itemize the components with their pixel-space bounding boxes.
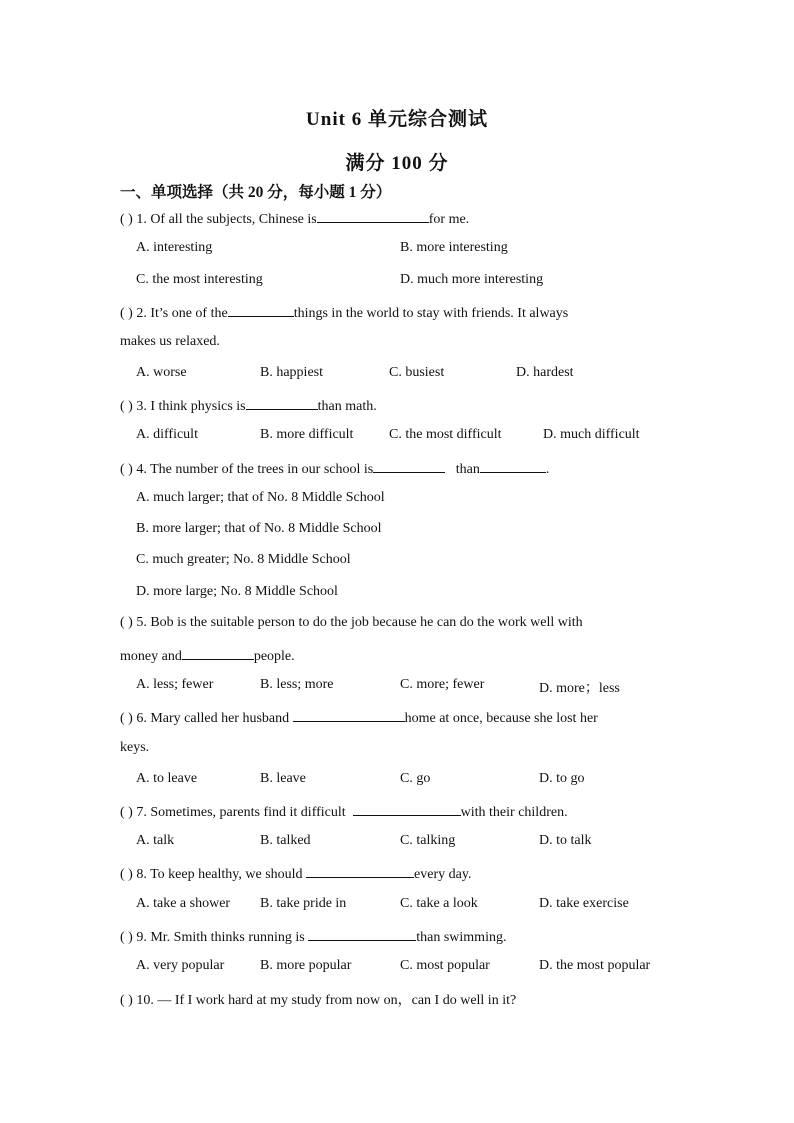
option-c: C. go [400,771,431,786]
question-10: ( ) 10. — If I work hard at my study from now on，can I do well in it? [120,993,517,1008]
option-c: C. talking [400,833,456,848]
option-a: A. talk [136,833,175,848]
option-c: C. more; fewer [400,677,485,692]
option-d: D. to talk [539,833,592,848]
answer-blank [353,802,461,816]
question-3: ( ) 3. I think physics is than math. [120,396,377,415]
option-d: D. the most popular [539,958,651,973]
question-8: ( ) 8. To keep healthy, we should every day. [120,864,471,883]
option-d: D. much difficult [543,427,640,442]
option-b: B. more popular [260,958,352,973]
option-b: B. more interesting [400,240,508,255]
option-b: B. talked [260,833,311,848]
answer-blank [317,209,429,223]
question-5-continued: money and people. [120,646,295,665]
question-1: ( ) 1. Of all the subjects, Chinese is for me. [120,209,469,228]
option-a: A. interesting [136,240,213,255]
answer-blank [228,303,294,317]
option-b: B. happiest [260,365,323,380]
option-c: C. the most interesting [136,272,263,287]
answer-blank [373,459,445,473]
option-b: B. take pride in [260,896,347,911]
question-9: ( ) 9. Mr. Smith thinks running is than swimming. [120,927,506,946]
option-a: A. less; fewer [136,677,214,692]
question-4: ( ) 4. The number of the trees in our school is than . [120,459,549,478]
option-a: A. very popular [136,958,225,973]
option-d: D. more large; No. 8 Middle School [136,584,338,599]
answer-blank [306,864,414,878]
option-a: A. difficult [136,427,198,442]
option-b: B. leave [260,771,306,786]
answer-blank [480,459,546,473]
option-d: D. hardest [516,365,574,380]
option-c: C. the most difficult [389,427,502,442]
option-a: A. to leave [136,771,198,786]
question-2-continued: makes us relaxed. [120,334,220,349]
option-d: D. much more interesting [400,272,544,287]
option-a: A. worse [136,365,187,380]
section-heading: 一、单项选择（共 20 分，每小题 1 分） [120,184,392,201]
question-6: ( ) 6. Mary called her husband home at once, because she lost her [120,708,598,727]
answer-blank [308,927,416,941]
option-d: D. to go [539,771,585,786]
answer-blank [293,708,405,722]
option-c: C. most popular [400,958,490,973]
option-b: B. more difficult [260,427,354,442]
question-6-continued: keys. [120,740,150,755]
option-c: C. much greater; No. 8 Middle School [136,552,351,567]
option-a: A. much larger; that of No. 8 Middle School [136,490,385,505]
page-title: Unit 6 单元综合测试 [306,109,488,130]
question-2: ( ) 2. It’s one of the things in the world to stay with friends. It always [120,303,568,322]
option-d: D. take exercise [539,896,629,911]
option-c: C. take a look [400,896,478,911]
option-c: C. busiest [389,365,445,380]
question-7: ( ) 7. Sometimes, parents find it difficult with their children. [120,802,568,821]
answer-blank [246,396,318,410]
option-b: B. less; more [260,677,334,692]
answer-blank [182,646,254,660]
option-b: B. more larger; that of No. 8 Middle School [136,521,382,536]
option-a: A. take a shower [136,896,231,911]
question-5: ( ) 5. Bob is the suitable person to do the job because he can do the work well with [120,615,583,630]
option-d: D. more；less [539,681,620,696]
page-subtitle: 满分 100 分 [345,153,449,174]
